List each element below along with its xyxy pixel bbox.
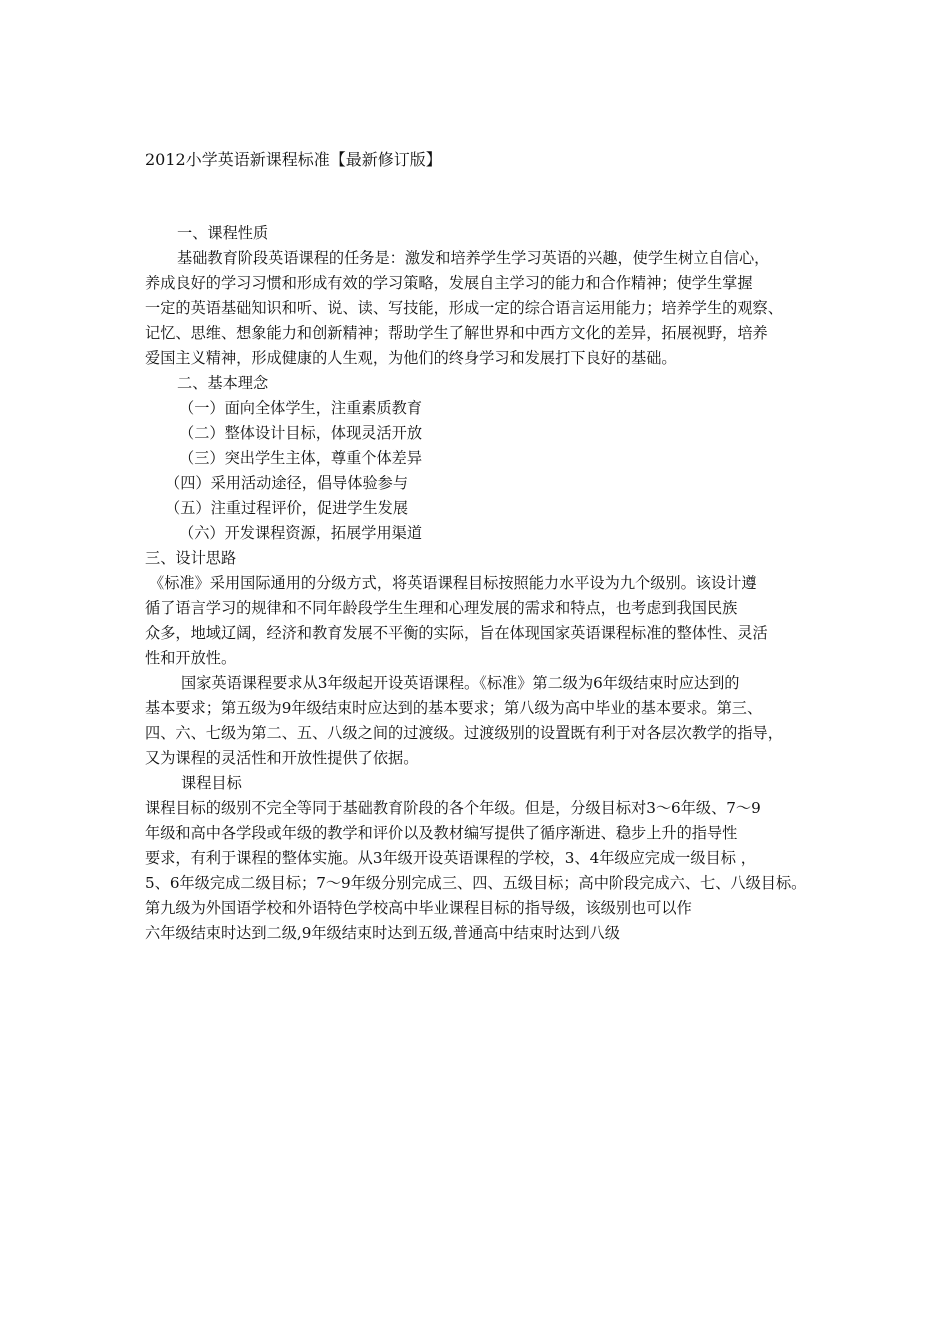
paragraph-line: 爱国主义精神，形成健康的人生观，为他们的终身学习和发展打下良好的基础。: [145, 349, 677, 367]
paragraph-line: 5、6年级完成二级目标；7～9年级分别完成三、四、五级目标；高中阶段完成六、七、八级目标。: [145, 874, 807, 892]
paragraph-line: 第九级为外国语学校和外语特色学校高中毕业课程目标的指导级，该级别也可以作: [145, 899, 692, 917]
paragraph-line: 六年级结束时达到二级,9年级结束时达到五级,普通高中结束时达到八级: [145, 924, 620, 942]
section-heading-nature: 一、课程性质: [177, 224, 269, 242]
paragraph-goals: [145, 796, 825, 946]
concept-item: （三）突出学生主体，尊重个体差异: [179, 449, 422, 467]
concept-item: （四）采用活动途径，倡导体验参与: [165, 474, 408, 492]
document-body: [145, 221, 825, 946]
paragraph-line: 性和开放性。: [145, 649, 237, 667]
section-heading-design: 三、设计思路: [145, 549, 237, 567]
paragraph-line: 循了语言学习的规律和不同年龄段学生生理和心理发展的需求和特点，也考虑到我国民族: [145, 599, 738, 617]
paragraph-design-2: [145, 671, 825, 771]
concept-item: （六）开发课程资源，拓展学用渠道: [179, 524, 422, 542]
paragraph-line: 基础教育阶段英语课程的任务是：激发和培养学生学习英语的兴趣，使学生树立自信心，: [177, 249, 770, 267]
paragraph-line: 记忆、思维、想象能力和创新精神；帮助学生了解世界和中西方文化的差异，拓展视野，培养: [145, 324, 768, 342]
paragraph-line: 又为课程的灵活性和开放性提供了依据。: [145, 749, 419, 767]
concept-item: （二）整体设计目标，体现灵活开放: [179, 424, 422, 442]
paragraph-line: 基本要求；第五级为9年级结束时应达到的基本要求；第八级为高中毕业的基本要求。第三、: [145, 699, 763, 717]
paragraph-line: 年级和高中各学段或年级的教学和评价以及教材编写提供了循序渐进、稳步上升的指导性: [145, 824, 738, 842]
paragraph-line: 课程目标的级别不完全等同于基础教育阶段的各个年级。但是，分级目标对3～6年级、7～9: [145, 799, 761, 817]
paragraph-line: 《标准》采用国际通用的分级方式，将英语课程目标按照能力水平设为九个级别。该设计遵: [149, 574, 757, 592]
concept-item: （一）面向全体学生，注重素质教育: [179, 399, 422, 417]
paragraph-design-1: [145, 571, 825, 671]
paragraph-line: 一定的英语基础知识和听、说、读、写技能，形成一定的综合语言运用能力；培养学生的观察、: [145, 299, 783, 317]
paragraph-line: 养成良好的学习习惯和形成有效的学习策略，发展自主学习的能力和合作精神；使学生掌握: [145, 274, 753, 292]
paragraph-line: 众多，地域辽阔，经济和教育发展不平衡的实际，旨在体现国家英语课程标准的整体性、灵活: [145, 624, 768, 642]
concept-item: （五）注重过程评价，促进学生发展: [165, 499, 408, 517]
paragraph-line: 要求，有利于课程的整体实施。从3年级开设英语课程的学校，3、4年级应完成一级目标 ，: [145, 849, 756, 867]
section-heading-goals: 课程目标: [181, 774, 242, 792]
document-title: 2012小学英语新课程标准【最新修订版】: [145, 150, 442, 169]
paragraph-line: 四、六、七级为第二、五、八级之间的过渡级。过渡级别的设置既有利于对各层次教学的指导，: [145, 724, 783, 742]
section-heading-concepts: 二、基本理念: [177, 374, 269, 392]
paragraph-nature: [145, 246, 825, 371]
paragraph-line: 国家英语课程要求从3年级起开设英语课程。《标准》第二级为6年级结束时应达到的: [181, 674, 740, 692]
